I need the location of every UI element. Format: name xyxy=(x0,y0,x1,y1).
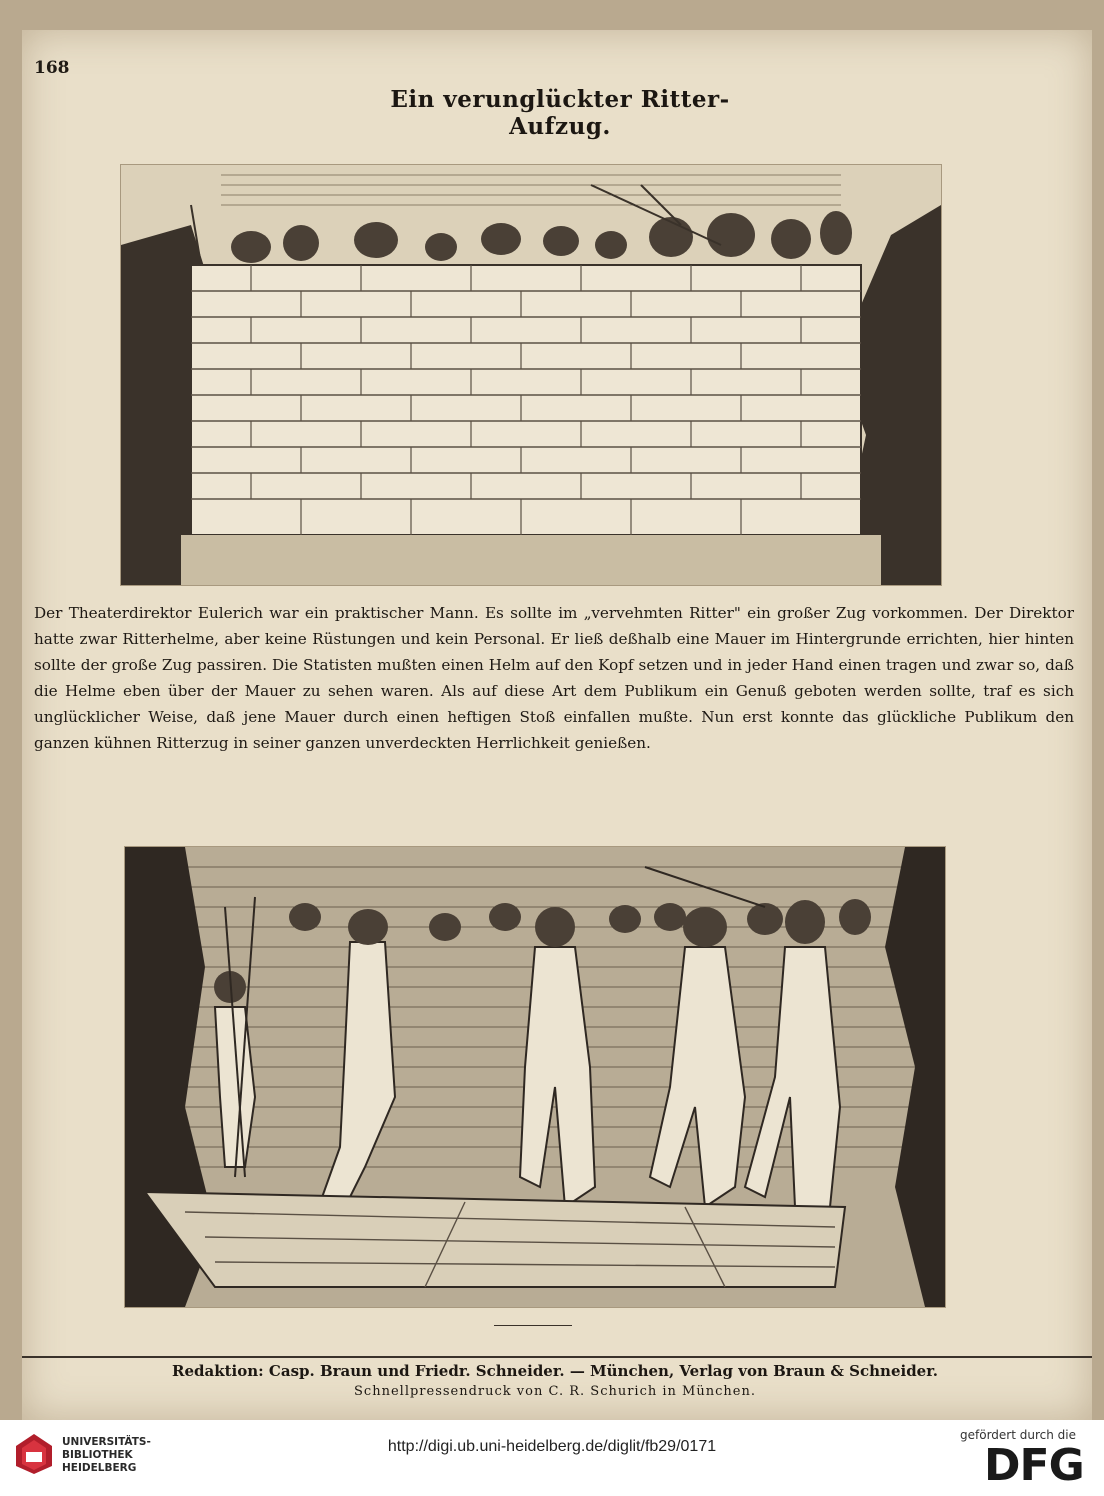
permalink-url[interactable]: http://digi.ub.uni-heidelberg.de/diglit/fb29/0171 xyxy=(387,1438,717,1455)
library-name-line-2: BIBLIOTHEK xyxy=(62,1449,133,1461)
illustration-wall-with-helmets xyxy=(120,164,942,586)
illustration-knight-procession xyxy=(124,846,946,1308)
article-title: Ein verunglückter Ritter-Aufzug. xyxy=(390,86,730,140)
library-name-line-1: UNIVERSITÄTS- xyxy=(62,1436,151,1448)
page-number: 168 xyxy=(34,58,70,78)
printer-line: Schnellpressendruck von C. R. Schurich in München. xyxy=(354,1384,756,1399)
footer-rule xyxy=(22,1356,1092,1358)
article-body: Der Theaterdirektor Eulerich war ein praktischer Mann. Es sollte im „vervehmten Ritter" ein großer Zug vorkommen. Der Direktor hatte zwar Ritterhelme, aber keine Rüstungen und kein Personal. Er ließ deßhalb eine Mauer im Hintergrunde errichten, hier hinten sollte der große Zug passiren. Die Statisten mußten einen Helm auf den Kopf setzen und in jeder Hand einen tragen und zwar so, daß die Helme eben über der Mauer zu sehen waren. Als auf diese Art dem Publikum ein Genuß geboten werden sollte, traf es sich unglücklicher Weise, daß jene Mauer durch einen heftigen Stoß einfallen mußte. Nun erst konnte das glückliche Publikum den ganzen kühnen Ritterzug in seiner ganzen unverdeckten Herrlichkeit genießen. xyxy=(34,604,1074,752)
dfg-logo[interactable]: DFG xyxy=(984,1440,1084,1491)
separator-rule xyxy=(494,1325,572,1326)
library-name-line-3: HEIDELBERG xyxy=(62,1462,137,1474)
imprint-line: Redaktion: Casp. Braun und Friedr. Schneider. — München, Verlag von Braun & Schneider. xyxy=(172,1362,938,1380)
funding-note: gefördert durch die xyxy=(960,1428,1076,1442)
